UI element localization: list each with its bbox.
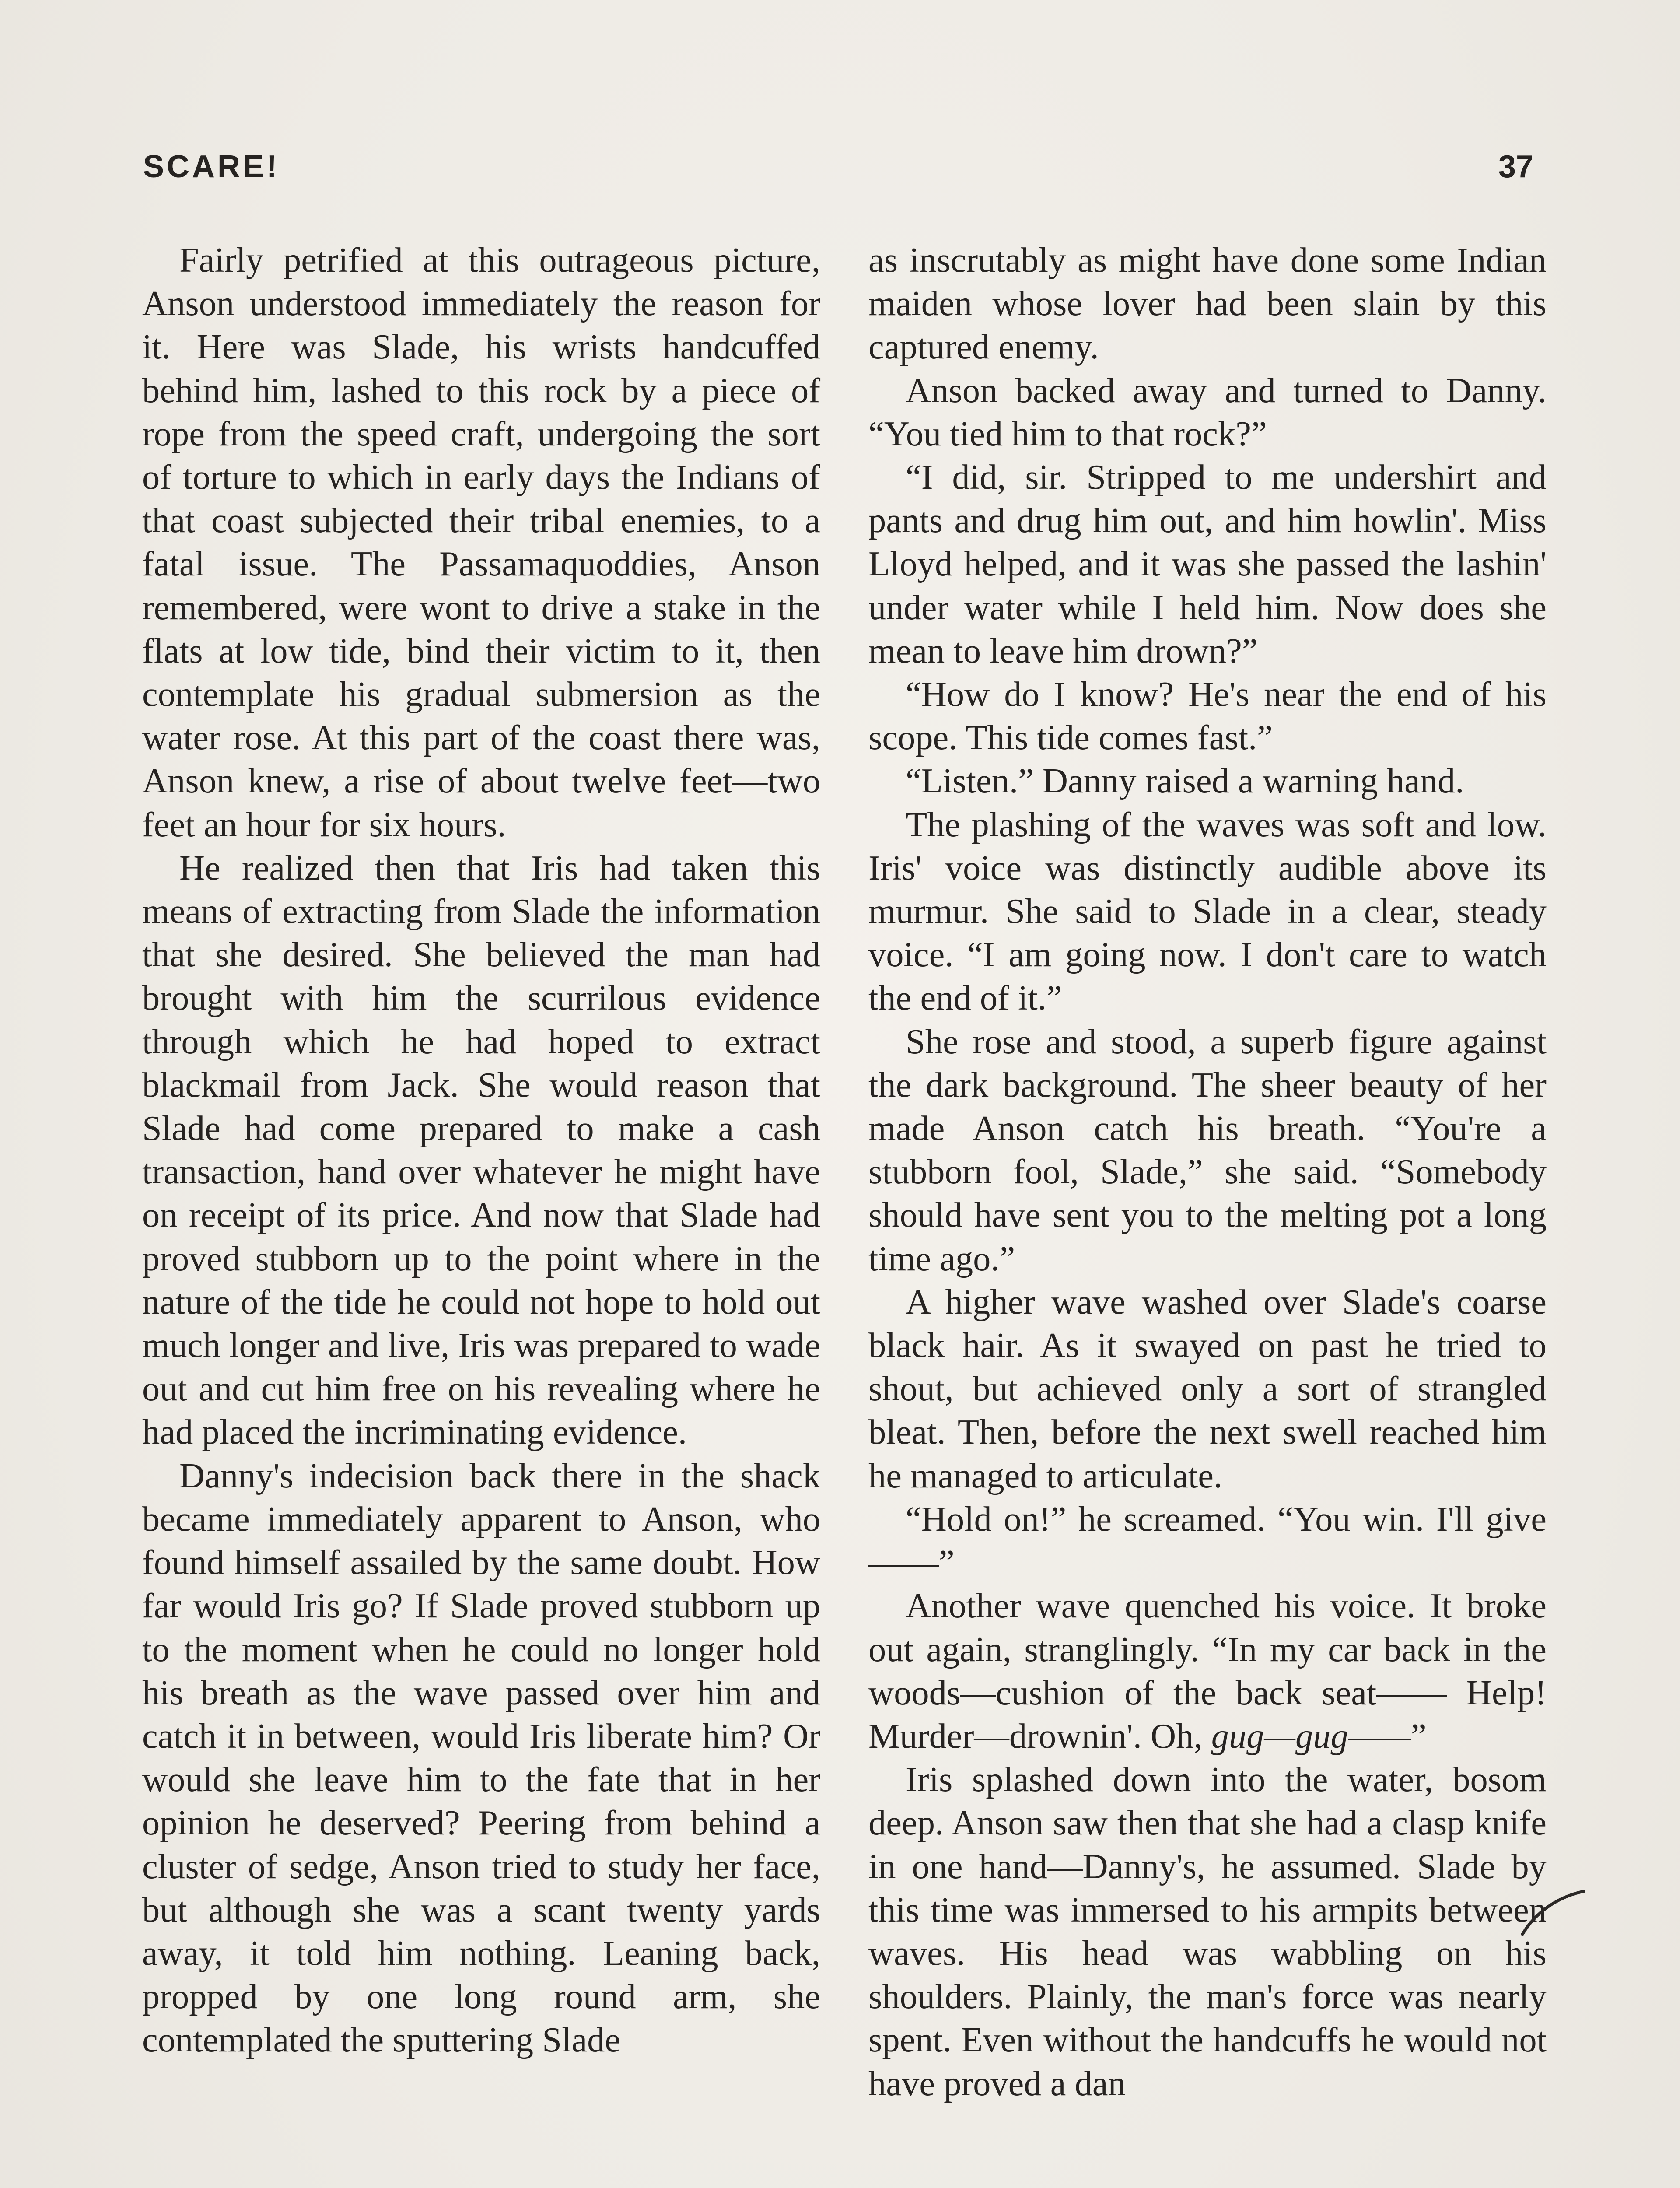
paragraph: Anson backed away and turned to Danny. “You tied him to that rock?” (868, 371, 1547, 453)
right-column (868, 238, 1547, 2105)
paragraph: “I did, sir. Stripped to me undershirt and pants and drug him out, and him howlin'. Miss Lloyd helped, and it was she passed the lashin' under water while I held him. Now does she mean to leave him drown?” (868, 458, 1547, 670)
left-column (142, 238, 820, 2062)
paragraph: She rose and stood, a superb figure against the dark background. The sheer beauty of her made Anson catch his breath. “You're a stubborn fool, Slade,” she said. “Somebody should have sent you to the melting pot a long time ago.” (868, 1022, 1547, 1278)
paragraph: The plashing of the waves was soft and low. Iris' voice was distinctly audible above its murmur. She said to Slade in a clear, steady voice. “I am going now. I don't care to watch the end of it.” (868, 805, 1547, 1018)
paragraph-continued: as inscrutably as might have done some Indian maiden whose lover had been slain by this captured enemy. (868, 241, 1547, 367)
paragraph: Danny's indecision back there in the shack became immediately apparent to Anson, who found himself assailed by the same doubt. How far would Iris go? If Slade proved stubborn up to the moment when he could no longer hold his breath as the wave passed over him and catch it in between, would Iris liberate him? Or would she leave him to the fate that in her opinion he deserved? Peering from behind a cluster of sedge, Anson tried to study her face, but although she was a scant twenty yards away, it told him nothing. Leaning back, propped by one long round arm, she contemplated the sputtering Slade (142, 1456, 820, 2060)
running-title: SCARE! (143, 149, 280, 184)
paragraph: A higher wave washed over Slade's coarse black hair. As it swayed on past he tried to shout, but achieved only a sort of strangled bleat. Then, before the next swell reached him he managed to articulate. (868, 1282, 1547, 1495)
paragraph: “Hold on!” he screamed. “You win. I'll give——” (868, 1499, 1547, 1582)
paragraph: “Listen.” Danny raised a warning hand. (906, 761, 1464, 801)
paragraph: He realized then that Iris had taken this means of extracting from Slade the information that she desired. She believed the man had brought with him the scurrilous evidence through which he had hoped to extract blackmail from Jack. She would reason that Slade had come prepared to make a cash transaction, hand over whatever he might have on receipt of its price. And now that Slade had proved stubborn up to the point where in the nature of the tide he could not hope to hold out much longer and live, Iris was prepared to wade out and cut him free on his revealing where he had placed the incriminating evidence. (142, 848, 820, 1452)
paragraph: Fairly petrified at this outrageous picture, Anson understood immediately the reason for it. Here was Slade, his wrists handcuffed behind him, lashed to this rock by a piece of rope from the speed craft, undergoing the sort of torture to which in early days the Indians of that coast subjected their tribal enemies, to a fatal issue. The Passamaquoddies, Anson remembered, were wont to drive a stake in the flats at low tide, bind their victim to it, then contemplate his gradual submersion as the water rose. At this part of the coast there was, Anson knew, a rise of about twelve feet—two feet an hour for six hours. (142, 241, 820, 844)
paragraph: Iris splashed down into the water, bosom deep. Anson saw then that she had a clasp knife in one hand—Danny's, he assumed. Slade by this time was immersed to his armpits between waves. His head was wabbling on his shoulders. Plainly, the man's force was nearly spent. Even without the handcuffs he would not have proved a dan (868, 1760, 1547, 2103)
paragraph-text: ” (1410, 1716, 1427, 1756)
paragraph (868, 1584, 1547, 1758)
pen-mark-icon (1518, 1886, 1588, 1939)
page-number: 37 (1498, 149, 1533, 184)
italic-text: gug—gug—— (1211, 1716, 1411, 1756)
paragraph: “How do I know? He's near the end of his scope. This tide comes fast.” (868, 675, 1547, 757)
paragraph-text: Another wave quenched his voice. It broke out again, stranglingly. “In my car back in the woods—cushion of the back seat—— Help! Murder—drownin'. Oh, (868, 1586, 1547, 1756)
